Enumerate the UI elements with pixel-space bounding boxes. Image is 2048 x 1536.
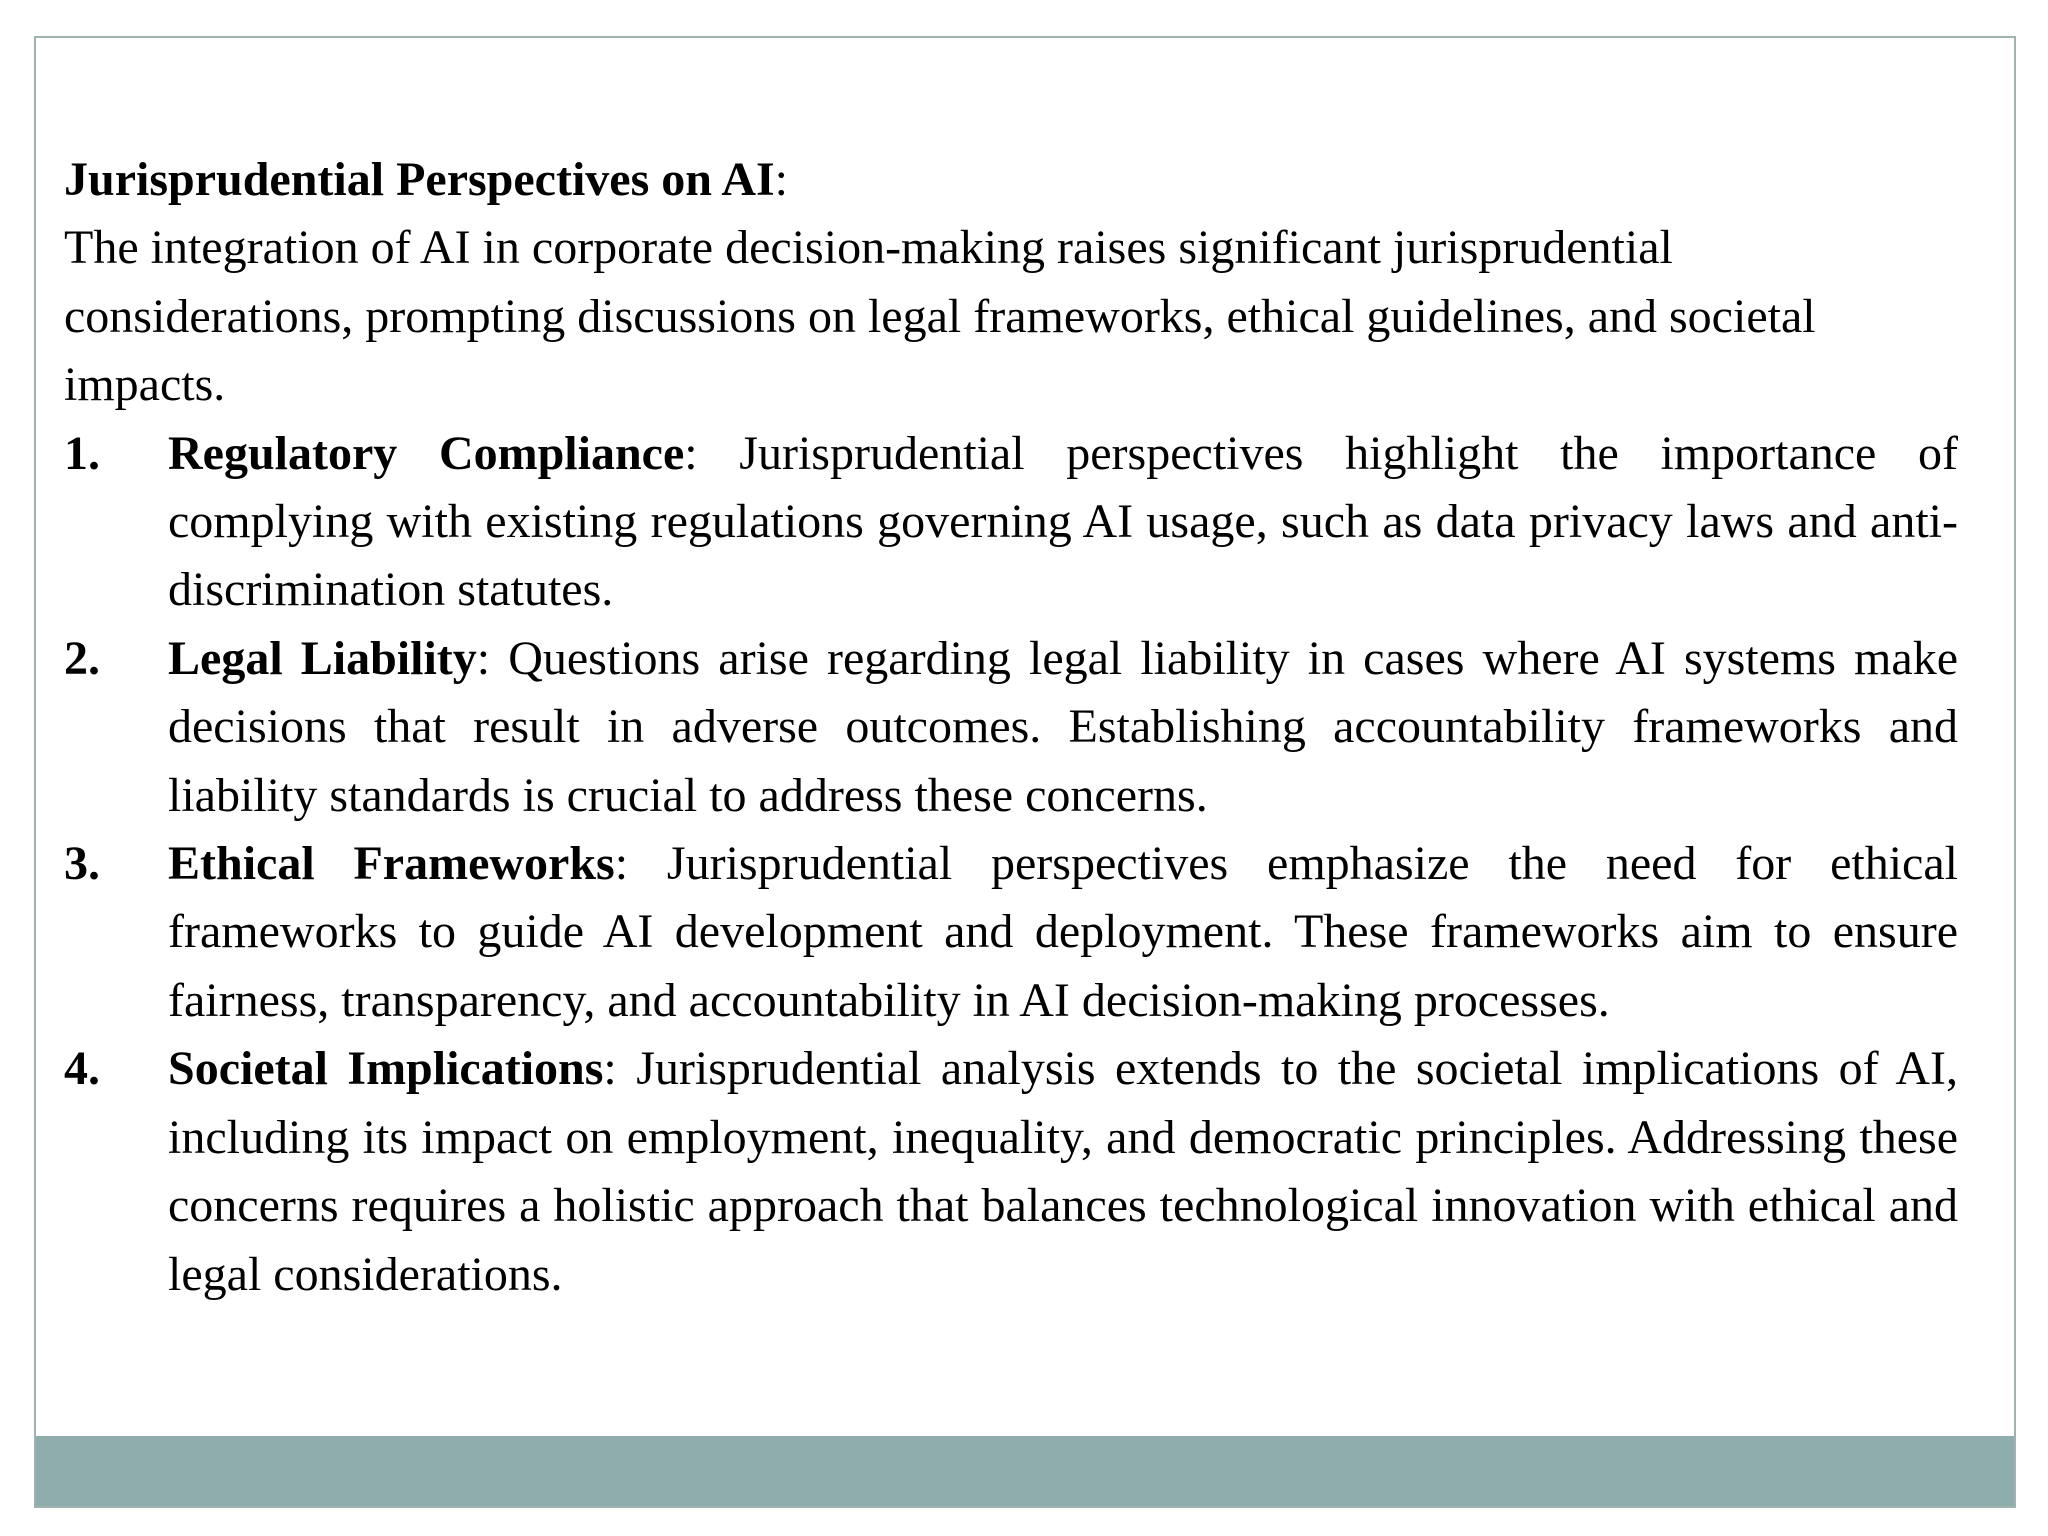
list-item-number: 3. xyxy=(64,837,100,891)
list-item-separator: : xyxy=(614,837,629,891)
list-item-separator: : xyxy=(684,426,698,480)
list-item-regulatory-compliance xyxy=(64,420,1958,625)
list-item-separator: : xyxy=(603,1042,617,1096)
list-item-term: Societal Implications xyxy=(168,1042,604,1096)
list-item-term: Regulatory Compliance xyxy=(168,426,685,480)
list-item-text: Questions arise regarding legal liability in cases where AI systems make decisions that result in adverse outcomes. Establishing accountability frameworks and liability standards is crucial to address these concerns. xyxy=(168,631,1958,822)
list-item-number: 4. xyxy=(64,1042,100,1096)
list-item-term: Legal Liability xyxy=(168,631,477,685)
list-item-ethical-frameworks xyxy=(64,830,1958,1035)
slide-frame xyxy=(34,36,2016,1508)
list-item-number: 1. xyxy=(64,426,100,480)
list-item-number: 2. xyxy=(64,631,100,685)
slide-content xyxy=(64,146,1984,1309)
perspectives-list xyxy=(64,420,1984,1309)
list-item-term: Ethical Frameworks xyxy=(168,837,615,891)
list-item-separator: : xyxy=(476,631,491,685)
footer-bar xyxy=(36,1436,2014,1506)
list-item-societal-implications xyxy=(64,1035,1958,1309)
list-item-text: Jurisprudential perspectives emphasize the need for ethical frameworks to guide AI development and deployment. These frameworks aim to ensure fairness, transparency, and accountability in AI decision-making processes. xyxy=(168,837,1958,1027)
list-item-text: Jurisprudential perspectives highlight the importance of complying with existing regulations governing AI usage, such as data privacy laws and anti-discrimination statutes. xyxy=(168,426,1959,617)
list-item-legal-liability xyxy=(64,625,1958,830)
section-heading-colon: : xyxy=(774,153,789,206)
list-item-text: Jurisprudential analysis extends to the societal implications of AI, including its impact on employment, inequality, and democratic principles. Addressing these concerns requires a holistic approach that balances technological innovation with ethical and legal considerations. xyxy=(168,1042,1958,1301)
section-heading-title: Jurisprudential Perspectives on AI xyxy=(64,153,775,206)
section-heading xyxy=(64,146,1984,214)
intro-paragraph: The integration of AI in corporate decision-making raises significant jurisprudential considerations, prompting discussions on legal frameworks, ethical guidelines, and societal impacts. xyxy=(64,221,1816,412)
